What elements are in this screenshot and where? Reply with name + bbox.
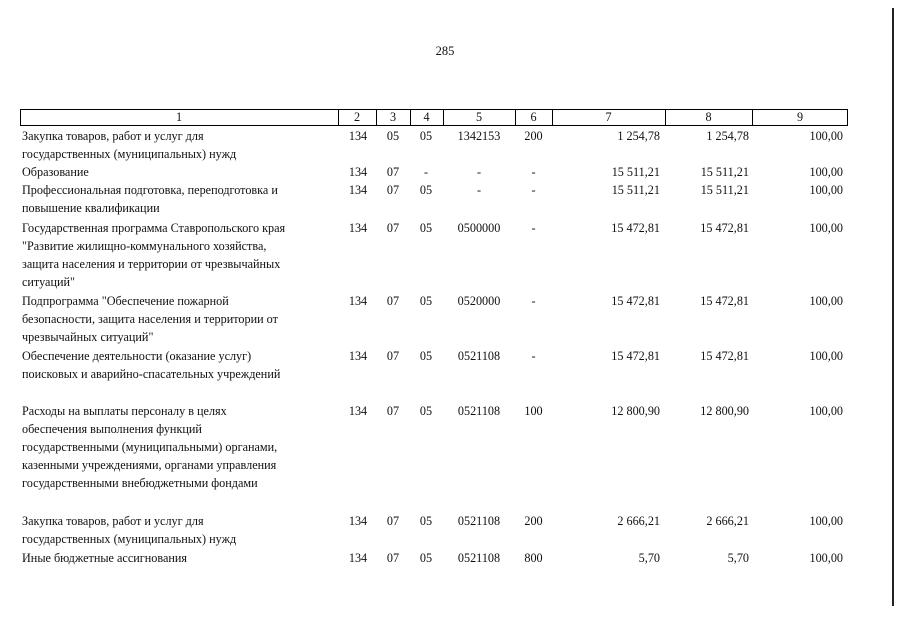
- cell-c9: 100,00: [809, 221, 843, 235]
- row-name-line: Закупка товаров, работ и услуг для: [22, 129, 204, 143]
- row-name-line: Государственная программа Ставропольского края: [22, 221, 286, 235]
- row-name-line: Подпрограмма "Обеспечение пожарной: [22, 294, 229, 308]
- row-name-line: Образование: [22, 165, 89, 179]
- cell-c7: 2 666,21: [617, 514, 660, 528]
- cell-c3: 07: [386, 183, 400, 197]
- row-name-line: чрезвычайных ситуаций": [22, 330, 154, 344]
- row-name-line: Профессиональная подготовка, переподготовка и: [22, 183, 278, 197]
- cell-c5: 0500000: [457, 221, 501, 235]
- cell-c8: 2 666,21: [706, 514, 749, 528]
- header-cell-8: 8: [705, 110, 712, 124]
- cell-c2: 134: [348, 129, 368, 143]
- cell-c3: 07: [386, 221, 400, 235]
- header-cell-2: 2: [353, 110, 361, 124]
- row-name-line: "Развитие жилищно-коммунального хозяйства,: [22, 239, 267, 253]
- row-name-line: обеспечения выполнения функций: [22, 422, 202, 436]
- cell-c6: -: [531, 183, 536, 197]
- cell-c5: -: [476, 165, 482, 179]
- header-cell-1: 1: [175, 110, 183, 124]
- row-name-line: ситуаций": [22, 275, 75, 289]
- row-name-line: Иные бюджетные ассигнования: [22, 551, 188, 565]
- cell-c7: 15 472,81: [611, 221, 660, 235]
- row-name-line: государственными внебюджетными фондами: [22, 476, 258, 490]
- cell-c9: 100,00: [809, 294, 843, 308]
- cell-c4: 05: [419, 551, 433, 565]
- cell-c6: 200: [524, 514, 543, 528]
- row-name-line: поисковых и аварийно-спасательных учреждений: [22, 367, 281, 381]
- cell-c9: 100,00: [809, 551, 843, 565]
- cell-c7: 12 800,90: [611, 404, 660, 418]
- cell-c5: 0521108: [457, 514, 501, 528]
- cell-c6: 800: [524, 551, 543, 565]
- cell-c4: 05: [419, 221, 433, 235]
- cell-c5: 0521108: [457, 551, 501, 565]
- cell-c8: 1 254,78: [706, 129, 749, 143]
- cell-c3: 05: [386, 129, 400, 143]
- row-name-line: Закупка товаров, работ и услуг для: [22, 514, 204, 528]
- row-name-line: Расходы на выплаты персоналу в целях: [22, 404, 227, 418]
- cell-c7: 15 472,81: [611, 294, 660, 308]
- cell-c4: 05: [419, 514, 433, 528]
- cell-c5: 0521108: [457, 404, 501, 418]
- cell-c5: -: [476, 183, 482, 197]
- cell-c6: 200: [524, 129, 543, 143]
- cell-c2: 134: [348, 349, 368, 363]
- cell-c8: 15 472,81: [700, 294, 749, 308]
- cell-c4: 05: [419, 129, 433, 143]
- cell-c7: 15 472,81: [611, 349, 660, 363]
- cell-c2: 134: [348, 514, 368, 528]
- cell-c9: 100,00: [809, 514, 843, 528]
- row-name-line: повышение квалификации: [22, 201, 160, 215]
- cell-c3: 07: [386, 514, 400, 528]
- cell-c8: 12 800,90: [700, 404, 749, 418]
- cell-c9: 100,00: [809, 129, 843, 143]
- cell-c4: 05: [419, 294, 433, 308]
- cell-c3: 07: [386, 404, 400, 418]
- header-cell-5: 5: [475, 110, 483, 124]
- cell-c2: 134: [348, 221, 368, 235]
- cell-c4: 05: [419, 404, 433, 418]
- cell-c4: -: [423, 165, 429, 179]
- cell-c7: 15 511,21: [611, 165, 660, 179]
- cell-c5: 0521108: [457, 349, 501, 363]
- row-name-line: государственными (муниципальными) органами,: [22, 440, 278, 454]
- cell-c6: 100: [524, 404, 543, 418]
- cell-c8: 15 511,21: [700, 165, 749, 179]
- header-cell-6: 6: [530, 110, 537, 124]
- cell-c4: 05: [419, 183, 433, 197]
- cell-c7: 5,70: [638, 551, 660, 565]
- cell-c2: 134: [348, 165, 368, 179]
- cell-c9: 100,00: [809, 183, 843, 197]
- cell-c2: 134: [348, 183, 368, 197]
- header-cell-3: 3: [389, 110, 397, 124]
- cell-c2: 134: [348, 551, 368, 565]
- cell-c6: -: [531, 294, 536, 308]
- row-name-line: государственных (муниципальных) нужд: [22, 532, 237, 546]
- cell-c8: 5,70: [727, 551, 749, 565]
- cell-c6: -: [531, 221, 536, 235]
- cell-c7: 15 511,21: [611, 183, 660, 197]
- cell-c9: 100,00: [809, 404, 843, 418]
- cell-c8: 15 511,21: [700, 183, 749, 197]
- row-name-line: Обеспечение деятельности (оказание услуг): [22, 349, 252, 363]
- cell-c9: 100,00: [809, 349, 843, 363]
- cell-c8: 15 472,81: [700, 349, 749, 363]
- scan-edge-line: [892, 8, 894, 606]
- header-cell-7: 7: [605, 110, 612, 124]
- cell-c3: 07: [386, 551, 400, 565]
- cell-c9: 100,00: [809, 165, 843, 179]
- cell-c4: 05: [419, 349, 433, 363]
- cell-c6: -: [531, 165, 536, 179]
- cell-c2: 134: [348, 294, 368, 308]
- row-name-line: государственных (муниципальных) нужд: [22, 147, 237, 161]
- cell-c3: 07: [386, 165, 400, 179]
- cell-c5: 0520000: [457, 294, 501, 308]
- row-name-line: безопасности, защита населения и территории от: [22, 312, 278, 326]
- cell-c7: 1 254,78: [617, 129, 660, 143]
- cell-c3: 07: [386, 294, 400, 308]
- cell-c2: 134: [348, 404, 368, 418]
- cell-c6: -: [531, 349, 536, 363]
- cell-c3: 07: [386, 349, 400, 363]
- cell-c8: 15 472,81: [700, 221, 749, 235]
- cell-c5: 1342153: [457, 129, 501, 143]
- header-cell-4: 4: [423, 110, 430, 124]
- row-name-line: казенными учреждениями, органами управления: [22, 458, 277, 472]
- header-cell-9: 9: [796, 110, 804, 124]
- row-name-line: защита населения и территории от чрезвычайных: [22, 257, 281, 271]
- page-number: 285: [435, 44, 455, 58]
